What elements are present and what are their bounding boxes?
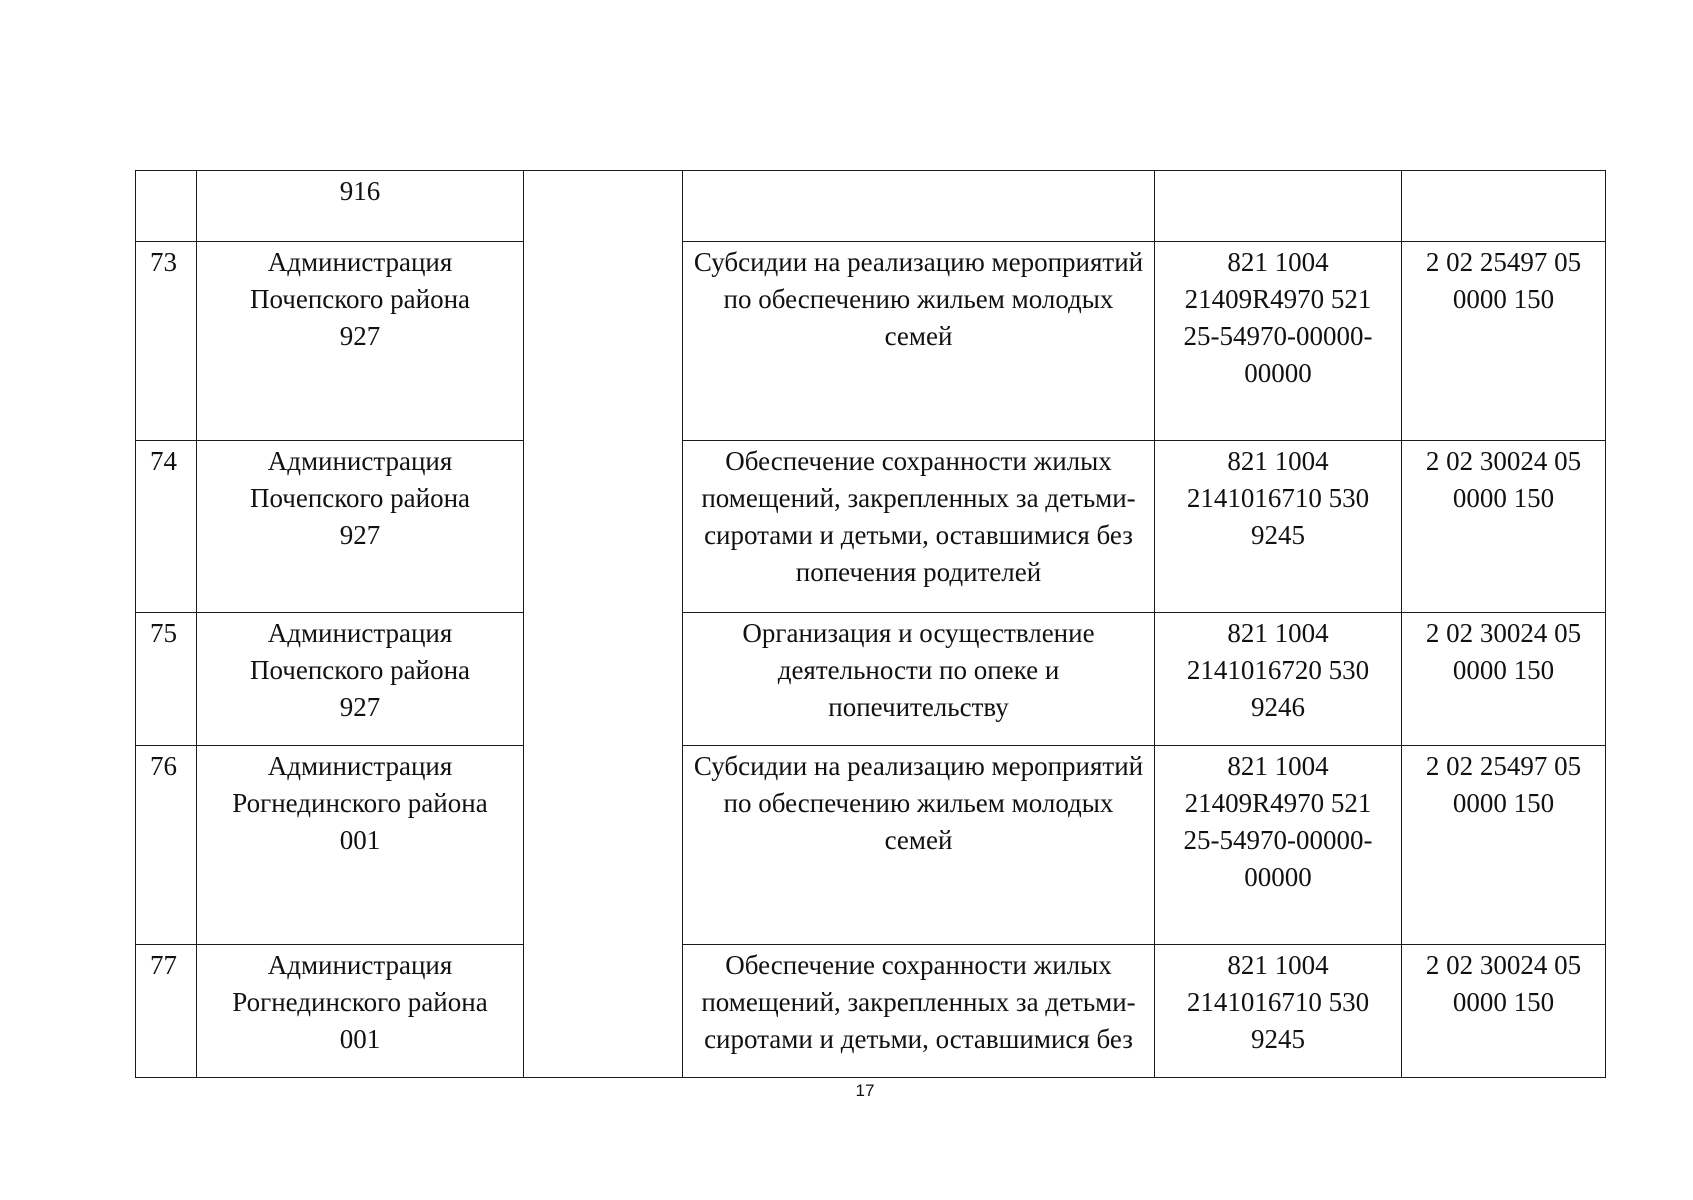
row-number-cell: 75 bbox=[136, 613, 197, 746]
code-cell: 821 1004 2141016720 530 9246 bbox=[1155, 613, 1402, 746]
blank-cell bbox=[524, 945, 683, 1078]
blank-cell bbox=[524, 242, 683, 441]
code-cell: 821 1004 2141016710 530 9245 bbox=[1155, 945, 1402, 1078]
org-cell: Администрация Почепского района 927 bbox=[197, 242, 524, 441]
income-code-cell: 2 02 30024 05 0000 150 bbox=[1402, 613, 1606, 746]
allocation-table bbox=[135, 170, 1606, 1078]
org-cell: Администрация Рогнединского района 001 bbox=[197, 945, 524, 1078]
table-row bbox=[136, 945, 1606, 1078]
org-cell: Администрация Рогнединского района 001 bbox=[197, 746, 524, 945]
description-cell: Субсидии на реализацию мероприятий по обеспечению жильем молодых семей bbox=[683, 242, 1155, 441]
table-row bbox=[136, 441, 1606, 613]
org-cell: Администрация Почепского района 927 bbox=[197, 613, 524, 746]
income-code-cell bbox=[1402, 171, 1606, 242]
blank-cell bbox=[524, 171, 683, 242]
description-cell: Субсидии на реализацию мероприятий по обеспечению жильем молодых семей bbox=[683, 746, 1155, 945]
description-cell: Обеспечение сохранности жилых помещений, закрепленных за детьми- сиротами и детьми, оставшимися без попечения родителей bbox=[683, 441, 1155, 613]
org-cell: 916 bbox=[197, 171, 524, 242]
table-row bbox=[136, 746, 1606, 945]
row-number-cell: 76 bbox=[136, 746, 197, 945]
income-code-cell: 2 02 25497 05 0000 150 bbox=[1402, 242, 1606, 441]
description-cell: Организация и осуществление деятельности по опеке и попечительству bbox=[683, 613, 1155, 746]
income-code-cell: 2 02 30024 05 0000 150 bbox=[1402, 945, 1606, 1078]
income-code-cell: 2 02 25497 05 0000 150 bbox=[1402, 746, 1606, 945]
blank-cell bbox=[524, 746, 683, 945]
table-row bbox=[136, 613, 1606, 746]
blank-cell bbox=[524, 613, 683, 746]
row-number-cell: 73 bbox=[136, 242, 197, 441]
description-cell bbox=[683, 171, 1155, 242]
table-row bbox=[136, 242, 1606, 441]
code-cell: 821 1004 21409R4970 521 25-54970-00000- 00000 bbox=[1155, 242, 1402, 441]
code-cell bbox=[1155, 171, 1402, 242]
row-number-cell: 74 bbox=[136, 441, 197, 613]
code-cell: 821 1004 21409R4970 521 25-54970-00000- 00000 bbox=[1155, 746, 1402, 945]
row-number-cell: 77 bbox=[136, 945, 197, 1078]
table-row bbox=[136, 171, 1606, 242]
income-code-cell: 2 02 30024 05 0000 150 bbox=[1402, 441, 1606, 613]
page-number: 17 bbox=[855, 1081, 875, 1100]
description-cell: Обеспечение сохранности жилых помещений, закрепленных за детьми- сиротами и детьми, оставшимися без bbox=[683, 945, 1155, 1078]
code-cell: 821 1004 2141016710 530 9245 bbox=[1155, 441, 1402, 613]
org-cell: Администрация Почепского района 927 bbox=[197, 441, 524, 613]
row-number-cell bbox=[136, 171, 197, 242]
blank-cell bbox=[524, 441, 683, 613]
